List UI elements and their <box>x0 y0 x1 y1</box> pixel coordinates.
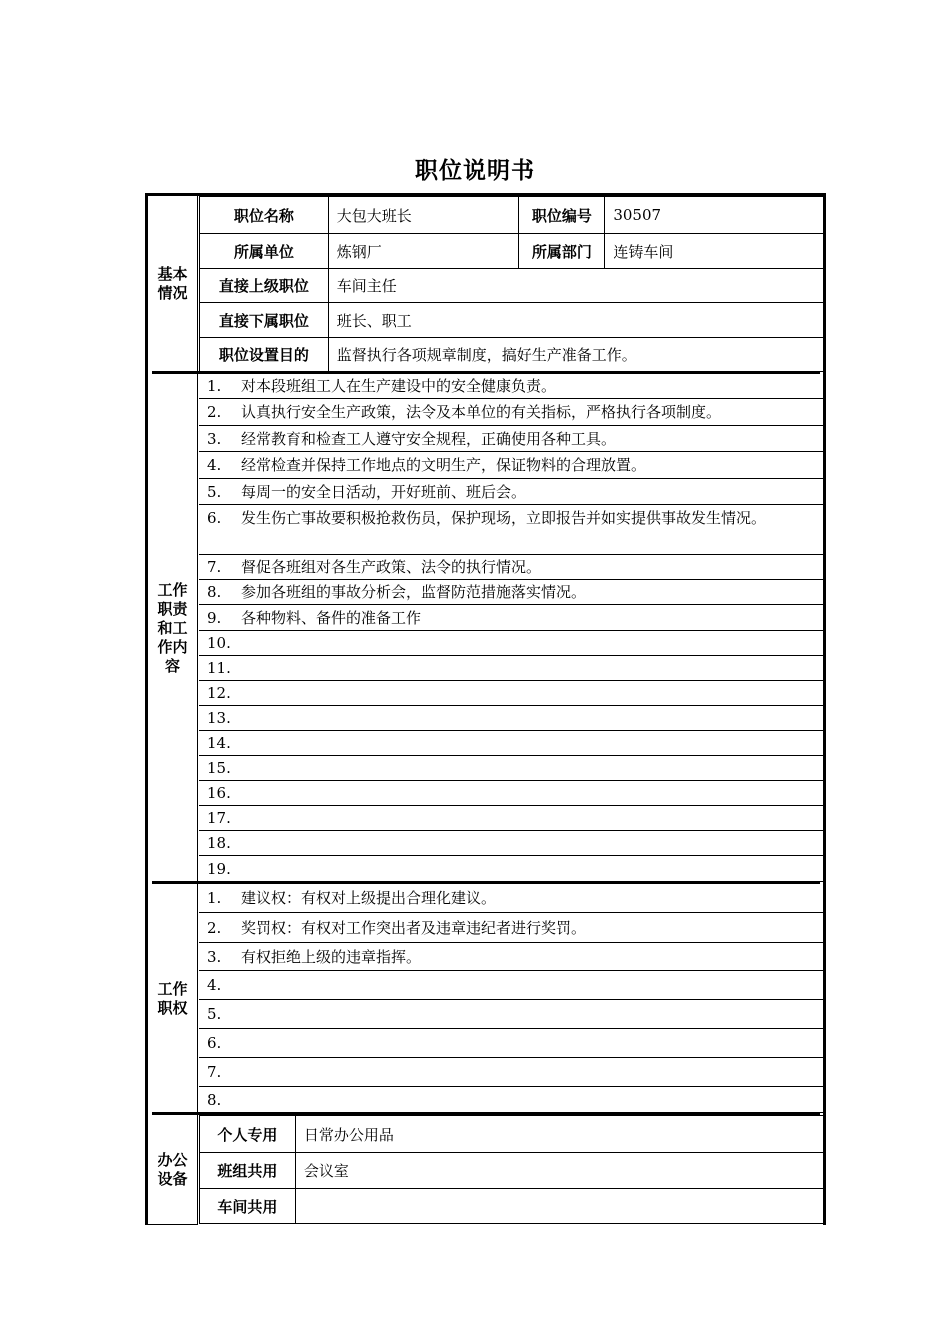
item-text: 每周一的安全日活动，开好班前、班后会。 <box>241 482 527 501</box>
personal-label: 个人专用 <box>200 1116 296 1153</box>
list-item <box>199 555 823 580</box>
item-text: 建议权：有权对上级提出合理化建议。 <box>241 889 497 907</box>
list-item <box>199 479 823 505</box>
page-title: 职位说明书 <box>415 158 535 184</box>
item-text: 奖罚权：有权对工作突出者及违章违纪者进行奖罚。 <box>241 918 587 937</box>
unit-value: 炼钢厂 <box>328 234 519 269</box>
superior-value: 车间主任 <box>328 269 823 303</box>
list-item <box>199 452 823 479</box>
item-number: 3. <box>207 429 222 448</box>
item-text: 经常检查并保持工作地点的文明生产，保证物料的合理放置。 <box>241 456 647 474</box>
item-number: 11. <box>207 659 231 677</box>
list-item <box>199 681 823 706</box>
list-item <box>199 399 823 426</box>
list-item <box>199 656 823 681</box>
list-item <box>199 731 823 756</box>
item-number: 17. <box>207 809 231 827</box>
superior-label: 直接上级职位 <box>200 269 329 303</box>
item-number: 12. <box>207 684 231 702</box>
list-item <box>199 943 823 971</box>
workshop-value <box>295 1189 823 1224</box>
item-number: 13. <box>207 709 231 727</box>
item-text: 认真执行安全生产政策，法令及本单位的有关指标，严格执行各项制度。 <box>241 403 722 421</box>
item-number: 10. <box>207 634 231 652</box>
dept-label: 所属部门 <box>519 234 605 269</box>
list-item <box>199 374 823 399</box>
workshop-label: 车间共用 <box>200 1189 296 1224</box>
team-value: 会议室 <box>295 1153 823 1189</box>
list-item <box>199 631 823 656</box>
list-item <box>199 884 823 913</box>
item-text: 督促各班组对各生产政策、法令的执行情况。 <box>241 558 542 576</box>
item-number: 7. <box>207 558 222 576</box>
list-item <box>199 1000 823 1029</box>
list-item <box>199 831 823 856</box>
list-item <box>199 1058 823 1087</box>
item-number: 5. <box>207 1005 222 1023</box>
item-text: 对本段班组工人在生产建设中的安全健康负责。 <box>241 377 557 395</box>
item-number: 18. <box>207 834 231 852</box>
item-number: 6. <box>207 1034 222 1052</box>
authority-section-label: 工作职权 <box>148 884 198 1113</box>
item-number: 9. <box>207 608 222 627</box>
position-name-label: 职位名称 <box>200 197 329 234</box>
position-no-label: 职位编号 <box>519 197 605 234</box>
list-item <box>199 856 823 882</box>
list-item <box>199 913 823 943</box>
basic-section-label: 基本情况 <box>148 196 198 372</box>
item-number: 8. <box>207 1090 222 1109</box>
item-text: 参加各班组的事故分析会，监督防范措施落实情况。 <box>241 583 587 601</box>
item-number: 14. <box>207 734 231 752</box>
list-item <box>199 781 823 806</box>
list-item <box>199 426 823 452</box>
unit-label: 所属单位 <box>200 234 329 269</box>
item-number: 1. <box>207 889 222 907</box>
item-number: 15. <box>207 759 231 777</box>
item-number: 4. <box>207 976 222 994</box>
item-number: 2. <box>207 403 222 421</box>
purpose-value: 监督执行各项规章制度，搞好生产准备工作。 <box>328 338 823 372</box>
item-number: 16. <box>207 784 231 802</box>
item-number: 7. <box>207 1063 222 1081</box>
purpose-label: 职位设置目的 <box>200 338 329 372</box>
list-item <box>199 580 823 605</box>
item-text: 各种物料、备件的准备工作 <box>241 608 422 627</box>
subordinate-value: 班长、职工 <box>328 303 823 338</box>
equipment-table <box>199 1115 824 1224</box>
list-item <box>199 1029 823 1058</box>
authority-list <box>199 884 823 1113</box>
item-number: 19. <box>207 859 231 878</box>
item-number: 1. <box>207 377 222 395</box>
item-text: 发生伤亡事故要积极抢救伤员，保护现场，立即报告并如实提供事故发生情况。 <box>241 509 767 527</box>
item-number: 5. <box>207 482 222 501</box>
duties-section-label: 工作职责和工作内容 <box>148 374 198 882</box>
item-number: 4. <box>207 456 222 474</box>
item-number: 2. <box>207 918 222 937</box>
item-text: 经常教育和检查工人遵守安全规程，正确使用各种工具。 <box>241 429 617 448</box>
item-number: 8. <box>207 583 222 601</box>
item-number: 3. <box>207 947 222 966</box>
equipment-section-label: 办公设备 <box>148 1115 198 1225</box>
list-item <box>199 756 823 781</box>
duties-list <box>199 374 823 882</box>
subordinate-label: 直接下属职位 <box>200 303 329 338</box>
position-name-value: 大包大班长 <box>328 197 519 234</box>
basic-info-table <box>199 196 824 372</box>
personal-value: 日常办公用品 <box>295 1116 823 1153</box>
list-item <box>199 505 823 555</box>
dept-value: 连铸车间 <box>605 234 824 269</box>
item-number: 6. <box>207 509 222 527</box>
position-no-value: 30507 <box>605 197 824 234</box>
list-item <box>199 605 823 631</box>
list-item <box>199 806 823 831</box>
list-item <box>199 1087 823 1113</box>
list-item <box>199 971 823 1000</box>
list-item <box>199 706 823 731</box>
team-label: 班组共用 <box>200 1153 296 1189</box>
item-text: 有权拒绝上级的违章指挥。 <box>241 947 422 966</box>
